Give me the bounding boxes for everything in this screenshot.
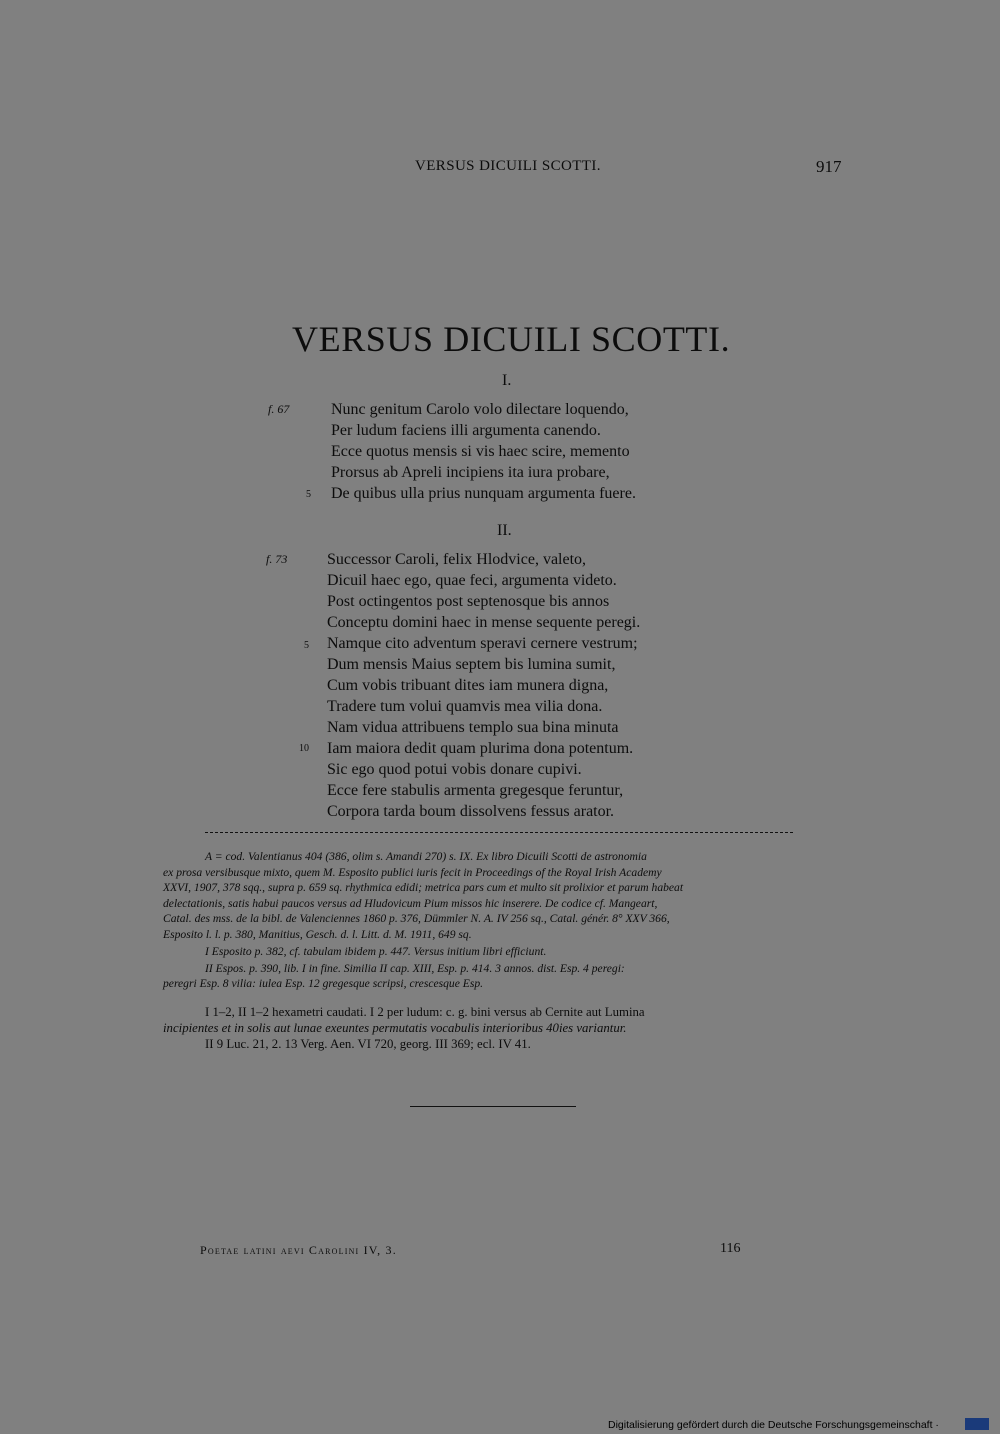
apparatus-line: Catal. des mss. de la bibl. de Valenciennes 1860 p. 376, Dümmler N. A. IV 256 sq., Catal. génér. 8° XXV 366,	[163, 912, 670, 926]
page-title: VERSUS DICUILI SCOTTI.	[292, 319, 731, 359]
line-marker: 5	[306, 489, 311, 500]
apparatus-note-i: I Esposito p. 382, cf. tabulam ibidem p. 447. Versus initium libri efficiunt.	[205, 945, 547, 958]
verse-line: Conceptu domini haec in mense sequente peregi.	[327, 614, 641, 631]
verse-line: Ecce quotus mensis si vis haec scire, memento	[331, 443, 630, 460]
verse-line: Cum vobis tribuant dites iam munera digna,	[327, 677, 609, 694]
digitization-credit: Digitalisierung gefördert durch die Deutsche Forschungsgemeinschaft ·	[608, 1419, 939, 1431]
verse-line: Nunc genitum Carolo volo dilectare loquendo,	[331, 401, 629, 418]
apparatus-intro	[163, 849, 683, 943]
folio-ref-ii: f. 73	[266, 552, 288, 566]
verse-line: Namque cito adventum speravi cernere vestrum;	[327, 635, 638, 652]
apparatus-line: XXVI, 1907, 378 sqq., supra p. 659 sq. rhythmica edidi; metrica pars cum et multo sit prolixior et parum habeat	[163, 881, 684, 895]
verse-line: Post octingentos post septenosque bis annos	[327, 593, 610, 610]
folio-ref-i: f. 67	[268, 402, 290, 416]
line-marker: 10	[299, 743, 309, 754]
apparatus-line: Esposito l. l. p. 380, Manitius, Gesch. d. l. Litt. d. M. 1911, 649 sq.	[163, 927, 472, 941]
verse-line: Dicuil haec ego, quae feci, argumenta videto.	[327, 572, 617, 589]
apparatus-note-ii: II Espos. p. 390, lib. I in fine. Similia II cap. XIII, Esp. p. 414. 3 annos. dist. Esp. 4 peregi:	[205, 962, 625, 975]
verse-line: De quibus ulla prius nunquam argumenta fuere.	[331, 485, 636, 502]
notes-line: incipientes et in solis aut lunae exeuntes permutatis vocabulis interioribus 40ies variantur.	[163, 1021, 627, 1035]
line-marker: 5	[304, 640, 309, 651]
closing-rule	[410, 1106, 576, 1107]
series-signature: Poetae latini aevi Carolini IV, 3.	[200, 1243, 397, 1257]
verse-line: Ecce fere stabulis armenta gregesque feruntur,	[327, 782, 624, 799]
apparatus-line: ex prosa versibusque mixto, quem M. Esposito publici iuris fecit in Proceedings of the Royal Irish Academy	[163, 865, 662, 879]
metrical-notes	[163, 1004, 645, 1052]
verse-line: Dum mensis Maius septem bis lumina sumit,	[327, 656, 616, 673]
notes-line: I 1–2, II 1–2 hexametri caudati. I 2 per ludum: c. g. bini versus ab Cernite aut Lumina	[205, 1005, 645, 1019]
page-number: 917	[816, 157, 842, 176]
verse-line: Corpora tarda boum dissolvens fessus arator.	[327, 803, 615, 820]
verse-line: Nam vidua attribuens templo sua bina minuta	[327, 719, 619, 736]
verse-line: Iam maiora dedit quam plurima dona potentum.	[327, 740, 634, 757]
dfg-logo-icon	[965, 1418, 989, 1430]
notes-line: II 9 Luc. 21, 2. 13 Verg. Aen. VI 720, georg. III 369; ecl. IV 41.	[205, 1037, 531, 1051]
apparatus-line: delectationis, satis habui paucos versus ad Hludovicum Pium missos hic inserere. De codice cf. Mangeart,	[163, 896, 658, 910]
verse-line: Prorsus ab Apreli incipiens ita iura probare,	[331, 464, 610, 481]
poem-i	[331, 399, 636, 504]
verse-line: Tradere tum volui quamvis mea vilia dona.	[327, 698, 603, 715]
section-heading-i: I.	[502, 372, 512, 389]
poem-ii	[327, 549, 640, 822]
verse-line: Per ludum faciens illi argumenta canendo.	[331, 422, 601, 439]
apparatus-line: A = cod. Valentianus 404 (386, olim s. Amandi 270) s. IX. Ex libro Dicuili Scotti de astronomia	[205, 850, 647, 863]
verse-line: Sic ego quod potui vobis donare cupivi.	[327, 761, 582, 778]
apparatus-note-ii-cont: peregri Esp. 8 vilia: iulea Esp. 12 gregesque scripsi, crescesque Esp.	[163, 977, 484, 990]
section-heading-ii: II.	[497, 522, 512, 539]
running-title: VERSUS DICUILI SCOTTI.	[415, 158, 601, 174]
apparatus-divider	[205, 832, 793, 833]
verse-line: Successor Caroli, felix Hlodvice, valeto,	[327, 551, 587, 568]
sheet-signature: 116	[720, 1241, 741, 1256]
